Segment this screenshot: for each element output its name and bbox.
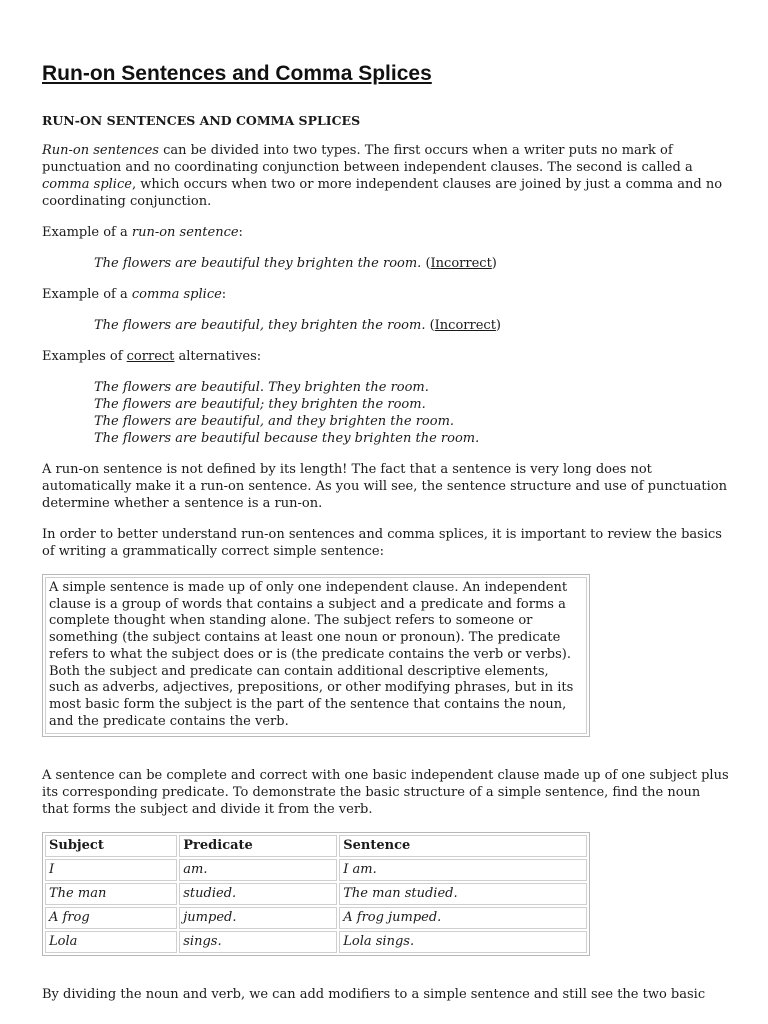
- table-row: [45, 883, 587, 905]
- cell-predicate: studied.: [179, 883, 337, 905]
- alternative-item: The flowers are beautiful, and they brighten the room.: [94, 414, 455, 429]
- alternative-item: The flowers are beautiful; they brighten the room.: [94, 397, 426, 412]
- label-term: comma splice: [131, 287, 222, 302]
- cell-sentence: Lola sings.: [339, 931, 587, 953]
- paren-open: (: [421, 256, 431, 271]
- label-suffix: alternatives:: [174, 349, 262, 364]
- header-predicate: Predicate: [179, 835, 337, 857]
- section-heading: RUN-ON SENTENCES AND COMMA SPLICES: [42, 113, 361, 128]
- cell-sentence: A frog jumped.: [339, 907, 587, 929]
- cell-subject: I: [45, 859, 177, 881]
- alternative-item: The flowers are beautiful because they brighten the room.: [94, 431, 480, 446]
- label-term: run-on sentence: [131, 225, 239, 240]
- term-run-on-sentences: Run-on sentences: [42, 143, 159, 158]
- alternatives-label: [42, 348, 730, 365]
- table-row: [45, 931, 587, 953]
- example-sentence: The flowers are beautiful they brighten the room.: [94, 256, 422, 271]
- cell-sentence: The man studied.: [339, 883, 587, 905]
- intro-text-2: , which occurs when two or more independent clauses are joined by just a comma and no coordinating conjunction.: [42, 177, 723, 209]
- paren-close: ): [495, 318, 501, 333]
- run-on-example-sentence: [94, 255, 730, 272]
- table-header-row: [45, 835, 587, 857]
- verdict-incorrect: Incorrect: [434, 318, 496, 333]
- header-subject: Subject: [45, 835, 177, 857]
- alternative-item: The flowers are beautiful. They brighten the room.: [94, 380, 429, 395]
- intro-text-1: can be divided into two types. The first occurs when a writer puts no mark of punctuation and no coordinating conjunction between independent clauses. The second is called a: [42, 143, 693, 175]
- run-on-example-label: [42, 224, 730, 241]
- label-suffix: :: [221, 287, 227, 302]
- label-term-correct: correct: [126, 349, 175, 364]
- header-sentence: Sentence: [339, 835, 587, 857]
- length-paragraph: A run-on sentence is not defined by its length! The fact that a sentence is very long does not automatically make it a run-on sentence. As you will see, the sentence structure and use of punctuation determine whether a sentence is a run-on.: [42, 462, 727, 511]
- definition-text: A simple sentence is made up of only one independent clause. An independent clause is a group of words that contains a subject and a predicate and forms a complete thought when standing alone. The subject refers to someone or something (the subject contains at least one noun or pronoun). The predicate refers to what the subject does or is (the predicate contains the verb or verbs). Both the subject and predicate can contain additional descriptive elements, such as adverbs, adjectives, prepositions, or other modifying phrases, but in its most basic form the subject is the part of the sentence that contains the noun, and the predicate contains the verb.: [45, 577, 587, 734]
- label-prefix: Examples of: [42, 349, 127, 364]
- review-paragraph: In order to better understand run-on sentences and comma splices, it is important to review the basics of writing a grammatically correct simple sentence:: [42, 527, 722, 559]
- verdict-incorrect: Incorrect: [430, 256, 492, 271]
- definition-box: [42, 574, 590, 737]
- cell-predicate: sings.: [179, 931, 337, 953]
- cell-subject: The man: [45, 883, 177, 905]
- cell-predicate: am.: [179, 859, 337, 881]
- cell-subject: A frog: [45, 907, 177, 929]
- label-prefix: Example of a: [42, 287, 132, 302]
- alternatives-list: [94, 379, 730, 447]
- comma-splice-example-sentence: [94, 317, 730, 334]
- table-row: [45, 859, 587, 881]
- term-comma-splice: comma splice: [42, 177, 132, 192]
- paren-close: ): [491, 256, 497, 271]
- complete-sentence-paragraph: A sentence can be complete and correct with one basic independent clause made up of one subject plus its corresponding predicate. To demonstrate the basic structure of a simple sentence, find the noun that forms the subject and divide it from the verb.: [42, 768, 729, 818]
- example-sentence: The flowers are beautiful, they brighten the room.: [94, 318, 426, 333]
- paren-open: (: [425, 318, 435, 333]
- dividing-paragraph: By dividing the noun and verb, we can add modifiers to a simple sentence and still see the two basic: [42, 987, 706, 1003]
- cell-subject: Lola: [45, 931, 177, 953]
- page-title: Run-on Sentences and Comma Splices: [42, 62, 432, 85]
- cell-predicate: jumped.: [179, 907, 337, 929]
- label-prefix: Example of a: [42, 225, 132, 240]
- cell-sentence: I am.: [339, 859, 587, 881]
- sentence-structure-table: [42, 832, 590, 956]
- comma-splice-example-label: [42, 286, 730, 303]
- document-page: [42, 58, 730, 1017]
- label-suffix: :: [238, 225, 243, 240]
- table-row: [45, 907, 587, 929]
- intro-paragraph: [42, 142, 730, 210]
